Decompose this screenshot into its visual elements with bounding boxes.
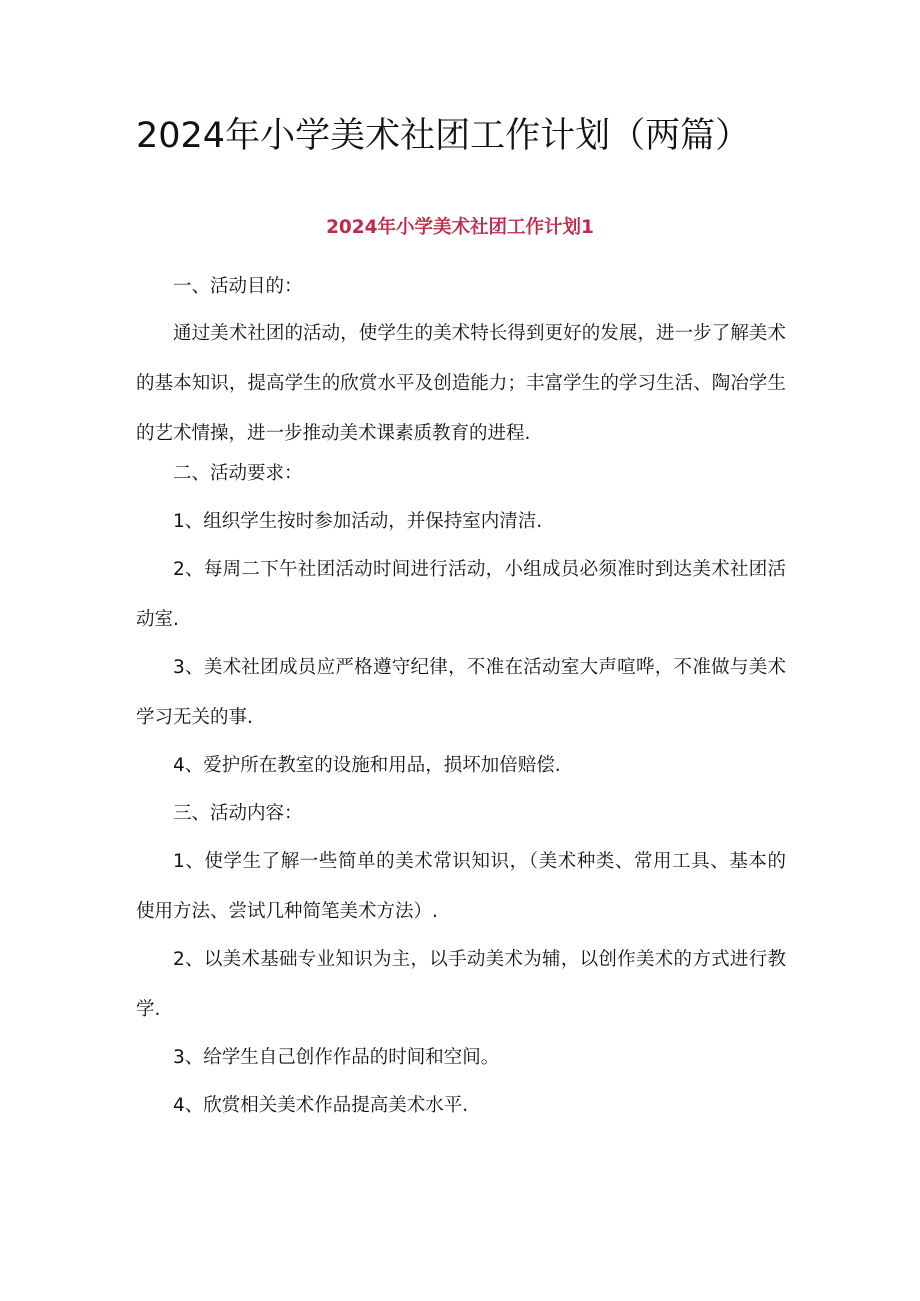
list-item-requirement-4: 4、爱护所在教室的设施和用品，损坏加倍赔偿. xyxy=(173,755,561,776)
list-item-requirement-3: 3、美术社团成员应严格遵守纪律，不准在活动室大声喧哗，不准做与美术学习无关的事. xyxy=(136,657,786,728)
list-item-content-4: 4、欣赏相关美术作品提高美术水平. xyxy=(173,1095,469,1116)
list-item-content-1: 1、使学生了解一些简单的美术常识知识，（美术种类、常用工具、基本的使用方法、尝试几种简笔美术方法）. xyxy=(136,851,786,922)
list-item-requirement-1: 1、组织学生按时参加活动，并保持室内清洁. xyxy=(173,511,543,532)
list-item-content-3: 3、给学生自己创作作品的时间和空间。 xyxy=(173,1047,500,1068)
list-item-content-2: 2、以美术基础专业知识为主，以手动美术为辅，以创作美术的方式进行教学. xyxy=(136,949,786,1020)
heading-activity-content: 三、活动内容： xyxy=(173,803,303,824)
document-title: 2024年小学美术社团工作计划（两篇） xyxy=(136,116,751,156)
heading-activity-requirements: 二、活动要求： xyxy=(173,463,303,484)
section-subtitle: 2024年小学美术社团工作计划1 xyxy=(326,217,594,238)
paragraph-purpose-body: 通过美术社团的活动，使学生的美术特长得到更好的发展，进一步了解美术的基本知识，提高学生的欣赏水平及创造能力；丰富学生的学习生活、陶冶学生的艺术情操，进一步推动美术课素质教育的进程. xyxy=(136,323,786,444)
heading-activity-purpose: 一、活动目的： xyxy=(173,276,303,297)
list-item-requirement-2: 2、每周二下午社团活动时间进行活动，小组成员必须准时到达美术社团活动室. xyxy=(136,559,786,630)
